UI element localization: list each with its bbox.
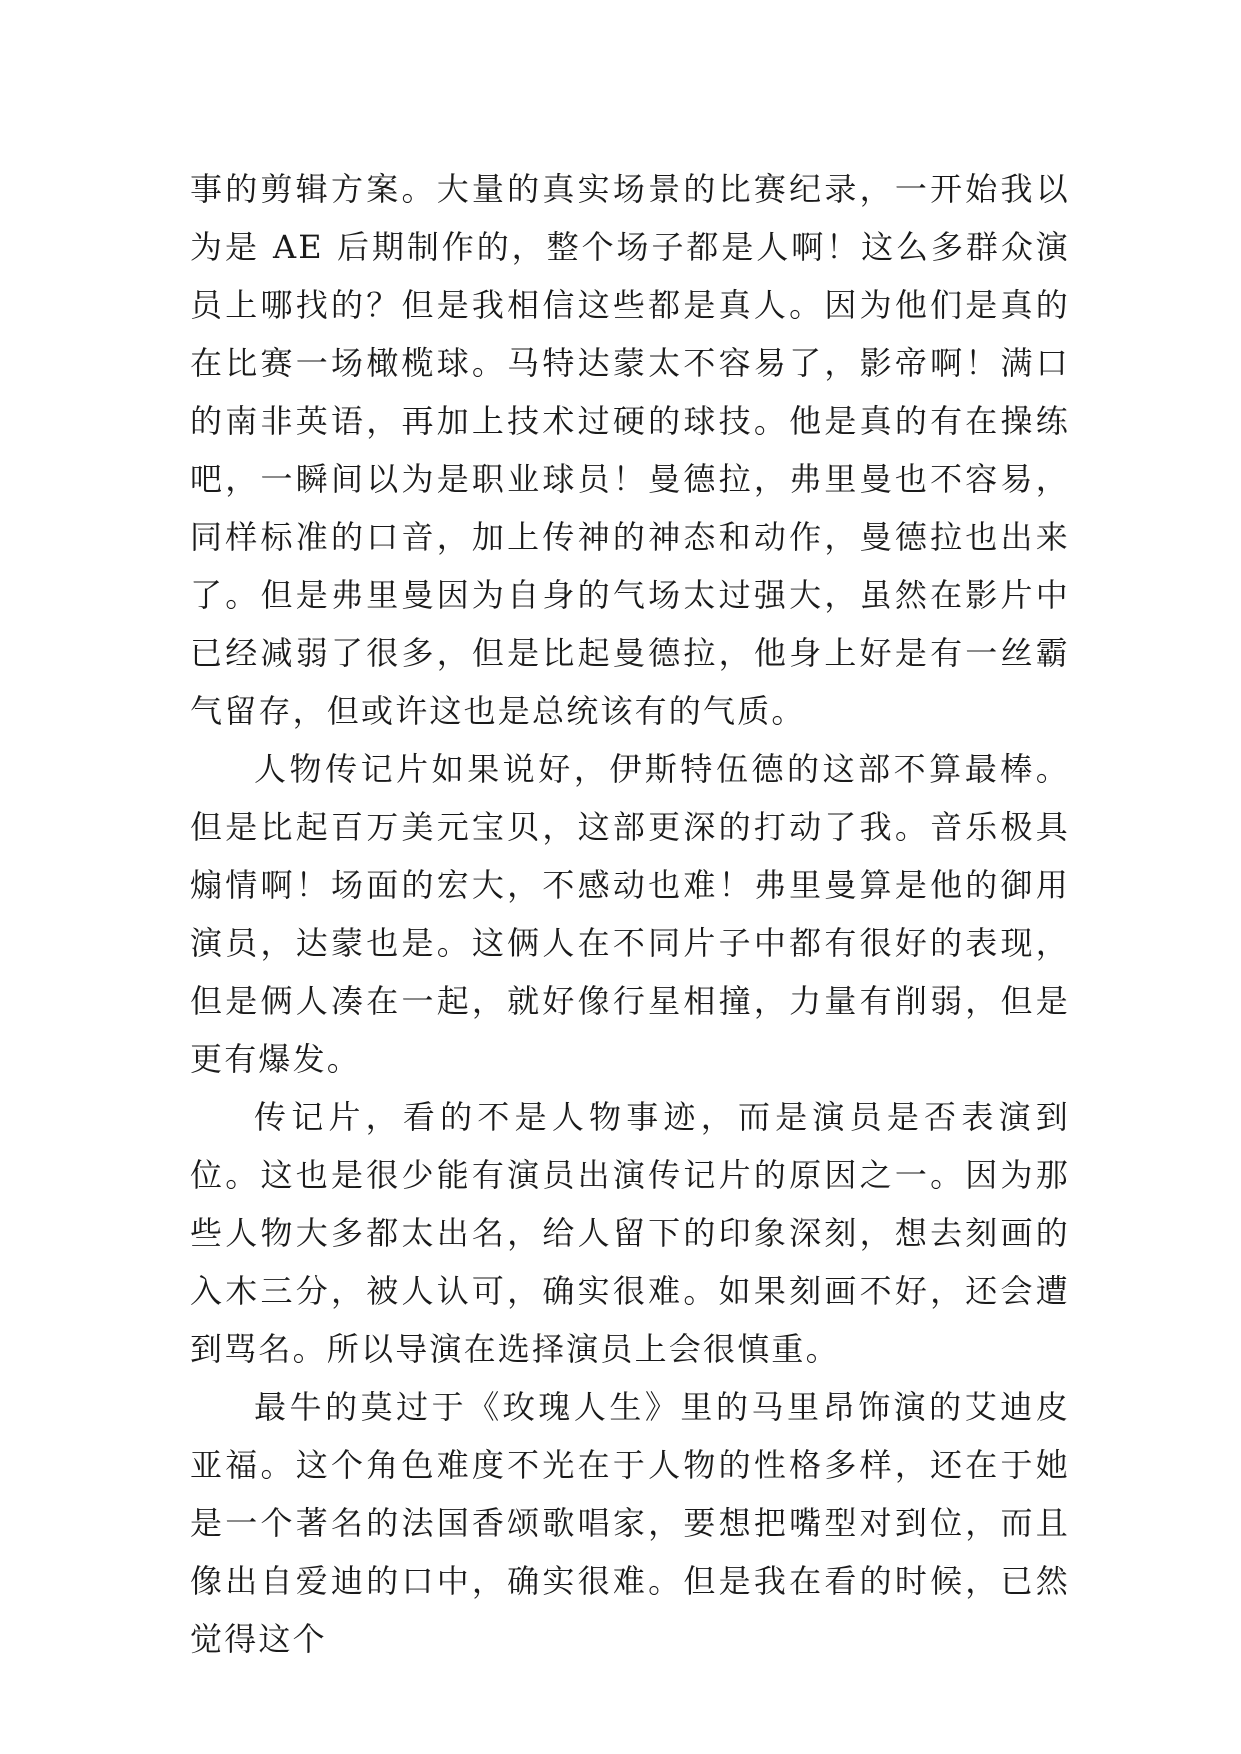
- paragraph-4: 最牛的莫过于《玫瑰人生》里的马里昂饰演的艾迪皮亚福。这个角色难度不光在于人物的性格多样，还在于她是一个著名的法国香颂歌唱家，要想把嘴型对到位，而且像出自爱迪的口中，确实很难。但是我在看的时候，已然觉得这个: [190, 1388, 1070, 1658]
- document-body: [190, 160, 1070, 1668]
- paragraph-1: 事的剪辑方案。大量的真实场景的比赛纪录，一开始我以为是 AE 后期制作的，整个场子都是人啊！这么多群众演员上哪找的？但是我相信这些都是真人。因为他们是真的在比赛一场橄榄球。马特达蒙太不容易了，影帝啊！满口的南非英语，再加上技术过硬的球技。他是真的有在操练吧，一瞬间以为是职业球员！曼德拉，弗里曼也不容易，同样标准的口音，加上传神的神态和动作，曼德拉也出来了。但是弗里曼因为自身的气场太过强大，虽然在影片中已经减弱了很多，但是比起曼德拉，他身上好是有一丝霸气留存，但或许这也是总统该有的气质。: [190, 170, 1070, 730]
- paragraph-2: 人物传记片如果说好，伊斯特伍德的这部不算最棒。但是比起百万美元宝贝，这部更深的打动了我。音乐极具煽情啊！场面的宏大，不感动也难！弗里曼算是他的御用演员，达蒙也是。这俩人在不同片子中都有很好的表现，但是俩人凑在一起，就好像行星相撞，力量有削弱，但是更有爆发。: [190, 750, 1070, 1078]
- paragraph-3: 传记片，看的不是人物事迹，而是演员是否表演到位。这也是很少能有演员出演传记片的原因之一。因为那些人物大多都太出名，给人留下的印象深刻，想去刻画的入木三分，被人认可，确实很难。如果刻画不好，还会遭到骂名。所以导演在选择演员上会很慎重。: [190, 1098, 1070, 1368]
